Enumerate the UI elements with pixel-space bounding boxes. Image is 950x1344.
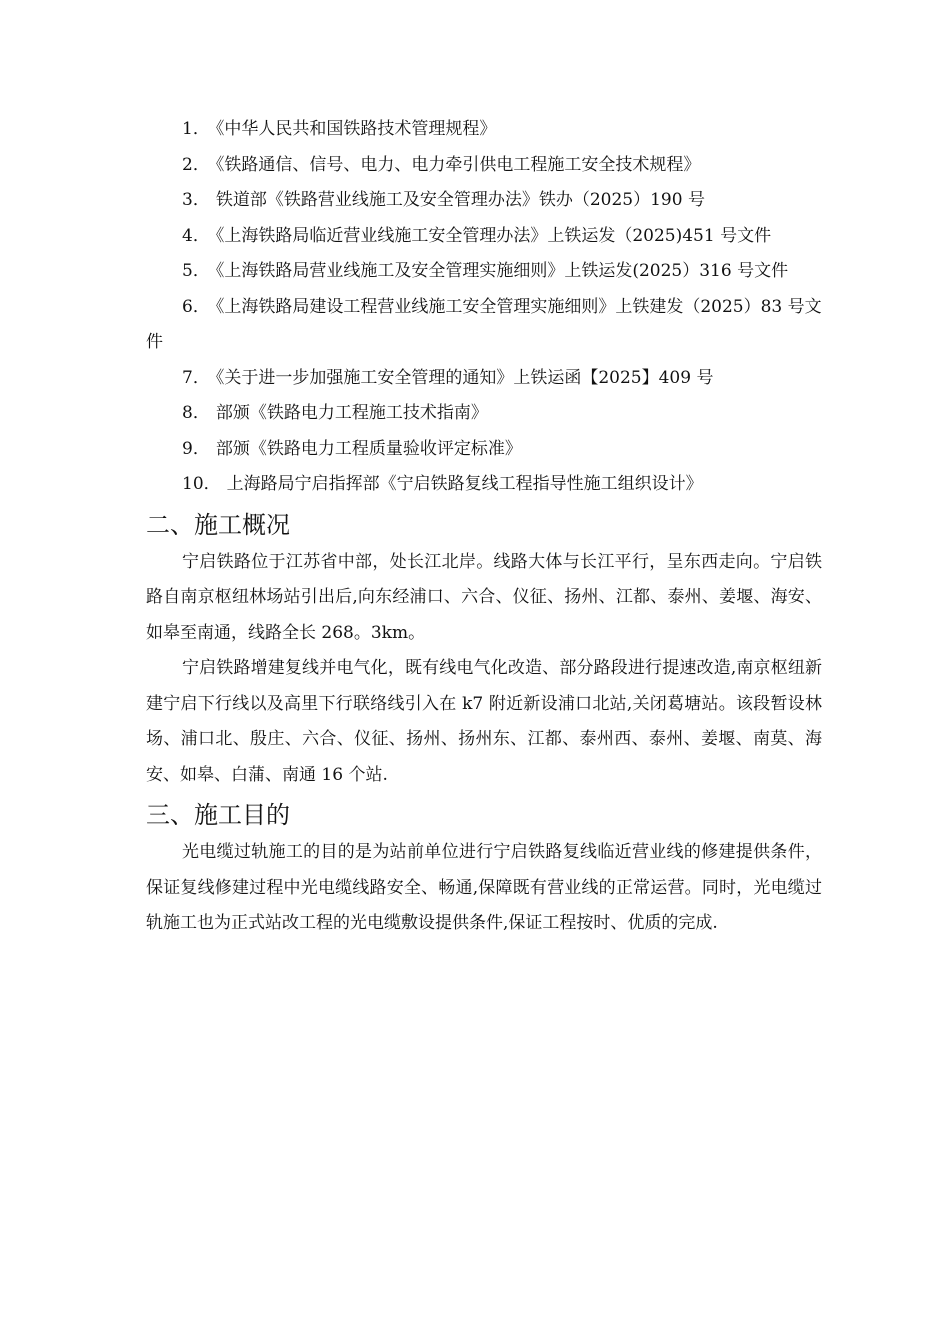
reference-item bbox=[146, 148, 822, 184]
reference-number: 6． bbox=[182, 296, 210, 317]
reference-list bbox=[146, 112, 822, 503]
reference-text: 《铁路通信、信号、电力、电力牵引供电工程施工安全技术规程》 bbox=[215, 154, 701, 175]
reference-text: 《上海铁路局建设工程营业线施工安全管理实施细则》上铁建发（2025）83 号文件 bbox=[146, 296, 822, 352]
overview-paragraph: 宁启铁路位于江苏省中部，处长江北岸。线路大体与长江平行，呈东西走向。宁启铁路自南京枢纽林场站引出后,向东经浦口、六合、仪征、扬州、江都、泰州、姜堰、海安、如皋至南通，线路全长 268。3km。 bbox=[146, 551, 822, 643]
reference-item bbox=[146, 183, 822, 219]
section-heading-overview: 二、施工概况 bbox=[146, 510, 290, 539]
reference-item bbox=[146, 290, 822, 361]
reference-text: 铁道部《铁路营业线施工及安全管理办法》铁办（2025）190 号 bbox=[215, 190, 705, 210]
reference-text: 部颁《铁路电力工程施工技术指南》 bbox=[215, 403, 488, 423]
reference-number: 10． bbox=[182, 474, 221, 494]
document-body bbox=[146, 112, 822, 942]
section-heading-purpose: 三、施工目的 bbox=[146, 801, 290, 829]
reference-number: 8． bbox=[182, 403, 210, 423]
reference-text: 《中华人民共和国铁路技术管理规程》 bbox=[215, 119, 497, 139]
reference-item bbox=[146, 467, 822, 503]
reference-text: 《关于进一步加强施工安全管理的通知》上铁运函【2025】409 号 bbox=[215, 367, 714, 388]
reference-number: 4． bbox=[182, 225, 210, 246]
reference-item bbox=[146, 396, 822, 432]
reference-text: 部颁《铁路电力工程质量验收评定标准》 bbox=[215, 438, 522, 459]
reference-item bbox=[146, 219, 822, 255]
reference-number: 5． bbox=[182, 261, 210, 281]
reference-item bbox=[146, 112, 822, 148]
reference-item bbox=[146, 254, 822, 290]
reference-text: 《上海铁路局临近营业线施工安全管理办法》上铁运发（2025)451 号文件 bbox=[215, 225, 772, 246]
reference-item bbox=[146, 432, 822, 468]
reference-item bbox=[146, 361, 822, 397]
overview-paragraph: 宁启铁路增建复线并电气化，既有线电气化改造、部分路段进行提速改造,南京枢纽新建宁启下行线以及高里下行联络线引入在 k7 附近新设浦口北站,关闭葛塘站。该段暂设林场、浦口北、殷庄、六合、仪征、扬州、扬州东、江都、泰州西、泰州、姜堰、南莫、海安、如皋、白蒲、南通 16 个站. bbox=[146, 658, 822, 785]
reference-number: 9． bbox=[182, 438, 210, 459]
reference-number: 7． bbox=[182, 367, 210, 388]
reference-number: 1． bbox=[182, 119, 210, 139]
reference-number: 3． bbox=[182, 190, 210, 210]
reference-text: 《上海铁路局营业线施工及安全管理实施细则》上铁运发(2025）316 号文件 bbox=[215, 261, 789, 281]
reference-number: 2． bbox=[182, 154, 210, 175]
reference-text: 上海路局宁启指挥部《宁启铁路复线工程指导性施工组织设计》 bbox=[226, 474, 703, 494]
purpose-paragraph: 光电缆过轨施工的目的是为站前单位进行宁启铁路复线临近营业线的修建提供条件，保证复线修建过程中光电缆线路安全、畅通,保障既有营业线的正常运营。同时，光电缆过轨施工也为正式站改工程的光电缆敷设提供条件,保证工程按时、优质的完成. bbox=[146, 842, 822, 933]
